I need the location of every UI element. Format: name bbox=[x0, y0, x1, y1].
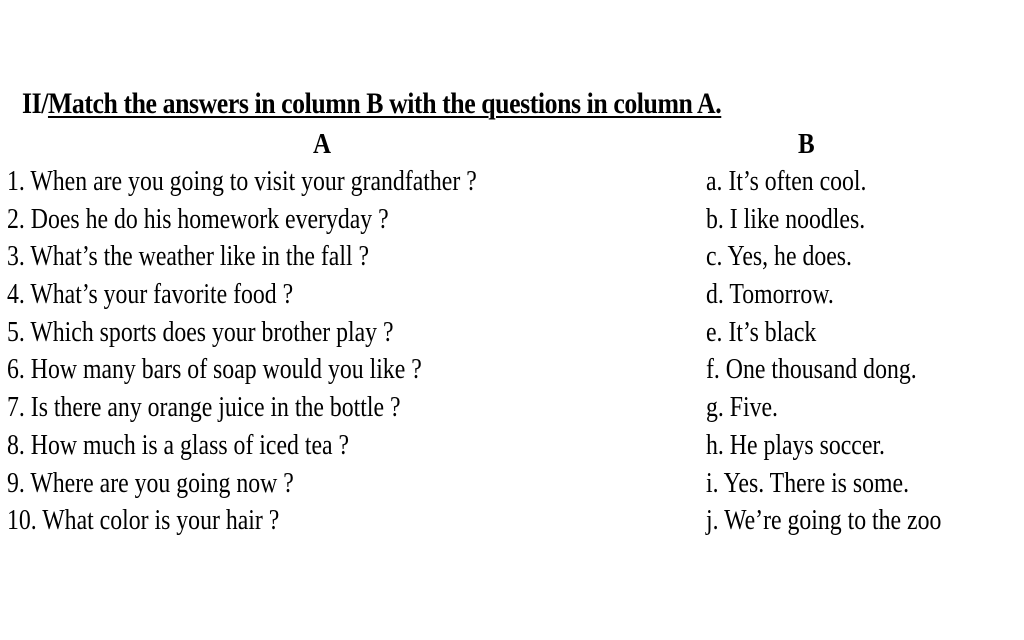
column-b-header: B bbox=[798, 128, 815, 160]
answer-item: f. One thousand dong. bbox=[706, 353, 917, 386]
answer-item: b. I like noodles. bbox=[706, 202, 866, 235]
column-b-answers bbox=[706, 163, 993, 540]
exercise-number: II/ bbox=[22, 87, 48, 120]
question-item: 3. What’s the weather like in the fall ? bbox=[7, 240, 370, 273]
question-item: 7. Is there any orange juice in the bottle ? bbox=[7, 391, 401, 424]
question-item: 6. How many bars of soap would you like ? bbox=[7, 353, 422, 386]
question-item: 1. When are you going to visit your grandfather ? bbox=[7, 165, 477, 197]
question-item: 8. How much is a glass of iced tea ? bbox=[7, 428, 350, 461]
answer-item: h. He plays soccer. bbox=[706, 428, 885, 461]
question-item: 2. Does he do his homework everyday ? bbox=[7, 202, 389, 235]
answer-item: d. Tomorrow. bbox=[706, 278, 834, 311]
answer-item: i. Yes. There is some. bbox=[706, 466, 910, 499]
column-a-questions bbox=[7, 163, 580, 540]
answer-item: c. Yes, he does. bbox=[706, 240, 852, 273]
exercise-instruction: Match the answers in column B with the questions in column A. bbox=[47, 87, 722, 120]
answer-item: e. It’s black bbox=[706, 315, 817, 348]
question-item: 5. Which sports does your brother play ? bbox=[7, 315, 394, 348]
column-a-header: A bbox=[313, 128, 332, 160]
answer-item: g. Five. bbox=[706, 391, 779, 424]
question-item: 9. Where are you going now ? bbox=[7, 466, 294, 499]
question-item: 4. What’s your favorite food ? bbox=[7, 278, 294, 311]
answer-item: j. We’re going to the zoo bbox=[706, 504, 942, 537]
exercise-heading bbox=[22, 86, 721, 122]
question-item: 10. What color is your hair ? bbox=[7, 504, 280, 537]
answer-item: a. It’s often cool. bbox=[706, 165, 867, 197]
